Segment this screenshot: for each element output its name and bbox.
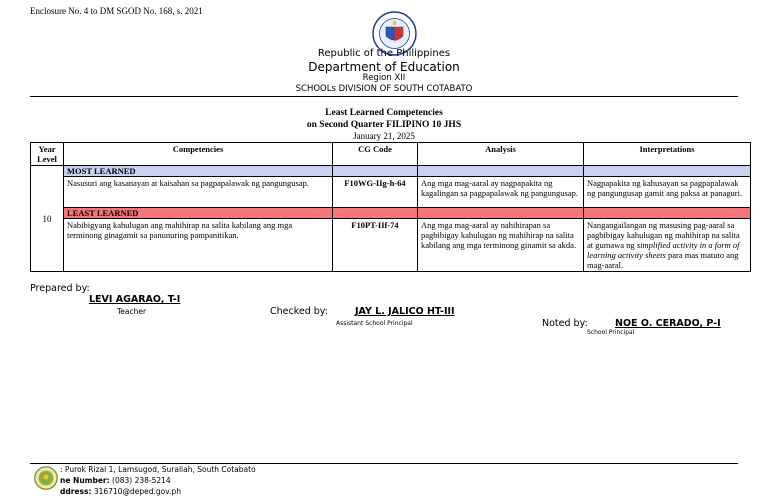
least-competency: Nabibigyang kahulugan ang mahihirap na salita kabilang ang mga terminong ginagamit sa panunuring pampanitikan. bbox=[64, 219, 333, 272]
table-row bbox=[31, 177, 751, 208]
header-interpretations: Interpretations bbox=[584, 143, 751, 166]
least-interpretation: Nangangailangan ng masusing pag-aaral sa pagbibigay kahulugan ng mahihirap na salita at gumawa ng simplified activity in a form of learning activity sheets para mas matuto ang mag-aaral. bbox=[584, 219, 751, 272]
table-header-row bbox=[31, 143, 751, 166]
competencies-table bbox=[30, 142, 751, 272]
most-learned-label: MOST LEARNED bbox=[64, 166, 333, 177]
header-year-level: Year Level bbox=[31, 143, 64, 166]
header-republic: Republic of the Philippines bbox=[317, 48, 451, 59]
header-division: SCHOOLs DIVISION OF SOUTH COTABATO bbox=[295, 84, 473, 94]
checked-by-position: Assistant School Principal bbox=[336, 320, 413, 327]
prepared-by-name: LEVI AGARAO, T-I bbox=[89, 294, 181, 305]
checked-by-label: Checked by: bbox=[270, 306, 328, 317]
prepared-by-label: Prepared by: bbox=[30, 283, 90, 294]
least-learned-label: LEAST LEARNED bbox=[64, 208, 333, 219]
most-learned-band bbox=[31, 166, 751, 177]
footer-address: : Purok Rizal 1, Lamsugod, Surallah, South Cotabato bbox=[60, 465, 256, 474]
header-divider bbox=[30, 96, 738, 97]
interpretation-emphasis: simplified activity in a form of learning activity sheets bbox=[587, 240, 740, 260]
document-date: January 21, 2025 bbox=[353, 131, 415, 141]
footer-phone: ne Number: (083) 238-5214 bbox=[60, 476, 171, 485]
most-competency: Nasusuri ang kasanayan at kaisahan sa pagpapalawak ng pangungusap. bbox=[64, 177, 333, 208]
table-row bbox=[31, 219, 751, 272]
header-competencies: Competencies bbox=[64, 143, 333, 166]
year-level-cell: 10 bbox=[31, 166, 64, 272]
document-title: Least Learned Competencies bbox=[325, 108, 443, 118]
enclosure-note: Enclosure No. 4 to DM SGOD No. 168, s. 2021 bbox=[30, 6, 203, 16]
noted-by-position: School Principal bbox=[587, 329, 635, 336]
header-department: Department of Education bbox=[308, 60, 460, 74]
noted-by-name: NOE O. CERADO, P-I bbox=[615, 318, 721, 329]
prepared-by-position: Teacher bbox=[117, 307, 147, 316]
most-analysis: Ang mga mag-aaral ay nagpapakita ng kagalingan sa pagpapalawak ng pangungusap. bbox=[418, 177, 584, 208]
header-region: Region XII bbox=[362, 73, 406, 83]
least-learned-band bbox=[31, 208, 751, 219]
checked-by-name: JAY L. JALICO HT-III bbox=[355, 306, 455, 317]
document-subtitle: on Second Quarter FILIPINO 10 JHS bbox=[306, 120, 462, 130]
most-cg-code: F10WG-IIg-h-64 bbox=[333, 177, 418, 208]
noted-by-label: Noted by: bbox=[542, 318, 588, 329]
least-analysis: Ang mga mag-aaral ay nahihirapan sa pagbibigay kahulugan ng mahihirap na salita kabilang ang mga terminong ginamit sa akda. bbox=[418, 219, 584, 272]
footer-email: ddress: 316710@deped.gov.ph bbox=[60, 487, 181, 496]
header-analysis: Analysis bbox=[418, 143, 584, 166]
footer-divider bbox=[30, 463, 738, 464]
least-cg-code: F10PT-IIf-74 bbox=[333, 219, 418, 272]
school-logo bbox=[34, 466, 58, 490]
header-cg-code: CG Code bbox=[333, 143, 418, 166]
most-interpretation: Nagpapakita ng kahusayan sa pagpapalawak ng pangungusap gamit ang paksa at panaguri. bbox=[584, 177, 751, 208]
